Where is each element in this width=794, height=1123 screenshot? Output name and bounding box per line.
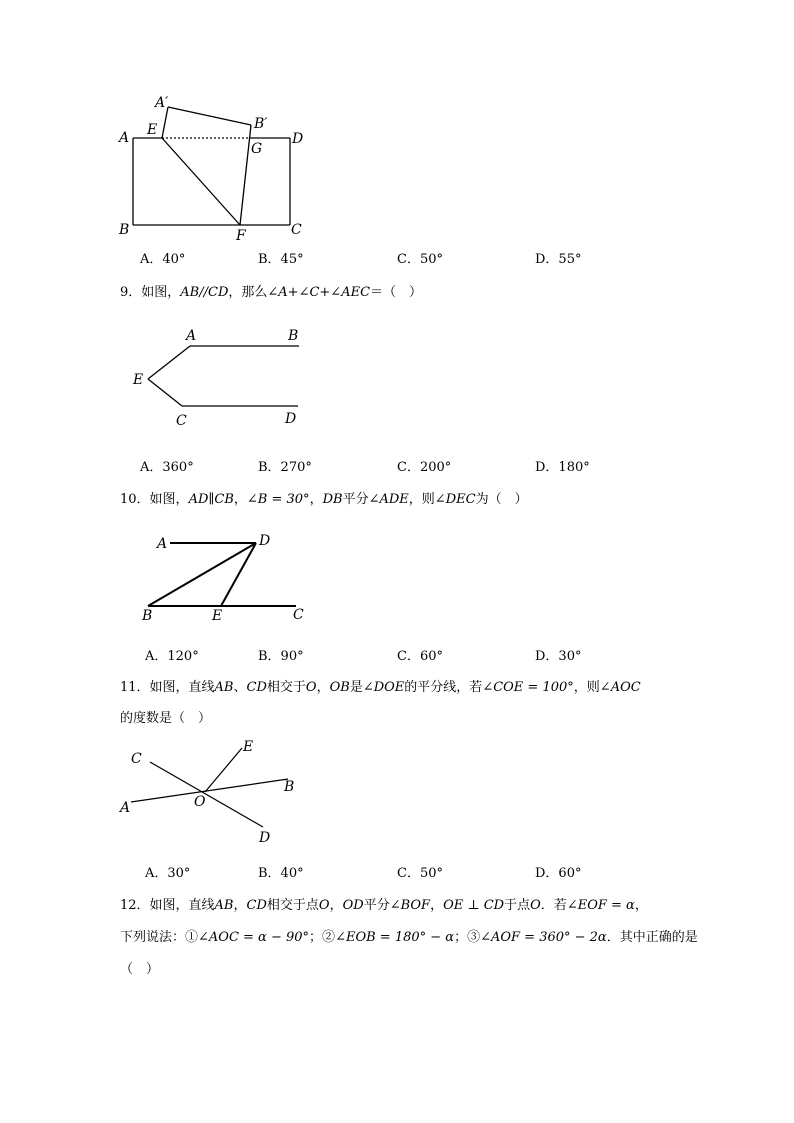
q11-label-B: B	[284, 779, 295, 795]
q12-expr2: CD	[246, 898, 267, 913]
q10-text-pre: 如图，	[149, 492, 189, 507]
q10-expr5: ∠DEC	[434, 492, 476, 507]
q11-expr6: ∠COE = 100°	[482, 680, 574, 695]
q9-label-C: C	[176, 413, 187, 429]
q11-label-D: D	[259, 830, 271, 846]
q12-t1: 相交于点	[266, 898, 319, 913]
label-F: F	[236, 228, 246, 244]
q12-t8: ；②	[309, 930, 336, 945]
q11-stem-line1	[120, 676, 641, 695]
q12-expr11: ∠AOF = 360° − 2α	[480, 930, 607, 945]
q10-option-c: C．60°	[397, 649, 443, 664]
q10-sep1: ，	[233, 492, 247, 507]
q10-expr1: AD∥CB	[188, 492, 234, 507]
q9-number: 9．	[120, 285, 142, 300]
q10-label-D: D	[259, 533, 271, 549]
q10-option-d: D．30°	[535, 649, 582, 664]
q9-expr: AB//CD	[180, 285, 229, 300]
q12-stem-line1	[120, 894, 648, 913]
q9-pre: 如图，	[141, 285, 181, 300]
q9-option-b: B．270°	[258, 460, 312, 475]
q9-option-a: A．360°	[140, 460, 194, 475]
q8-option-d: D．55°	[535, 252, 582, 267]
q12-t7: ，	[634, 898, 648, 913]
q12-pre: 12．如图，直线	[120, 898, 215, 913]
q12-stem-line3: （ ）	[120, 962, 160, 977]
label-C: C	[291, 222, 302, 238]
q11-t2: ，	[316, 680, 330, 695]
q11-option-b: B．40°	[258, 866, 304, 881]
q8-option-b: B．45°	[258, 252, 304, 267]
q11-sep1: 、	[233, 680, 247, 695]
q10-text-mid: 平分	[342, 492, 369, 507]
q11-expr5: ∠DOE	[362, 680, 405, 695]
figure-q8	[112, 92, 322, 247]
q11-expr4: OB	[329, 680, 350, 695]
q8-option-a: A．40°	[140, 252, 186, 267]
q11-pre: 11．如图，直线	[120, 680, 215, 695]
q9-option-d: D．180°	[535, 460, 590, 475]
q11-option-c: C．50°	[397, 866, 443, 881]
q12-expr8: ∠EOF = α	[566, 898, 635, 913]
label-A: A	[119, 130, 130, 146]
q9-post: ＝（ ）	[370, 285, 423, 300]
label-B-prime: B′	[254, 116, 268, 132]
q10-label-B: B	[142, 608, 153, 624]
q12-t3: 平分	[363, 898, 390, 913]
q9-label-D: D	[285, 411, 297, 427]
q11-t1: 相交于	[266, 680, 306, 695]
q9-option-c: C．200°	[397, 460, 452, 475]
q10-expr4: ∠ADE	[368, 492, 409, 507]
q11-option-d: D．60°	[535, 866, 582, 881]
label-A-prime: A′	[155, 95, 169, 111]
q12-t9: ；③	[454, 930, 481, 945]
figure-q11	[115, 735, 315, 850]
q12-sep1: ，	[233, 898, 247, 913]
q11-t4: 的平分线，若	[404, 680, 483, 695]
q9-label-B: B	[288, 328, 299, 344]
q10-sep2: ，	[309, 492, 323, 507]
q9-mid: ，那么	[228, 285, 268, 300]
q11-option-a: A．30°	[145, 866, 191, 881]
q8-option-c: C．50°	[397, 252, 443, 267]
q10-expr2: ∠B = 30°	[246, 492, 310, 507]
q12-expr6: OE ⊥ CD	[443, 898, 505, 913]
q11-stem-line2: 的度数是（ ）	[120, 711, 212, 726]
label-B: B	[119, 222, 130, 238]
q10-text-mid2: ，则	[408, 492, 435, 507]
label-G: G	[251, 141, 263, 157]
q12-expr3: O	[318, 898, 330, 913]
q10-option-b: B．90°	[258, 649, 304, 664]
q12-t2: ，	[329, 898, 343, 913]
q11-expr3: O	[305, 680, 317, 695]
figure-q9	[130, 325, 310, 435]
q11-t3: 是	[349, 680, 363, 695]
q12-t5: 于点	[504, 898, 531, 913]
q12-t6: ．若	[540, 898, 567, 913]
q12-expr9: ∠AOC = α − 90°	[198, 930, 310, 945]
q12-line2-pre: 下列说法：①	[120, 930, 199, 945]
q11-label-E: E	[243, 739, 254, 755]
q11-expr7: ∠AOC	[599, 680, 641, 695]
label-D: D	[292, 131, 304, 147]
q10-label-A: A	[157, 536, 168, 552]
figure-q10	[140, 530, 320, 630]
q12-expr4: OD	[342, 898, 364, 913]
q10-number: 10．	[120, 492, 150, 507]
q11-label-O: O	[194, 794, 206, 810]
q12-expr10: ∠EOB = 180° − α	[335, 930, 455, 945]
q9-label-A: A	[186, 328, 197, 344]
q12-t10: ．其中正确的是	[606, 930, 698, 945]
q10-label-E: E	[212, 608, 223, 624]
q11-t5: ，则	[573, 680, 600, 695]
q9-stem	[120, 281, 422, 300]
q11-label-A: A	[120, 800, 131, 816]
q10-label-C: C	[293, 607, 304, 623]
q11-label-C: C	[131, 751, 142, 767]
q10-option-a: A．120°	[145, 649, 199, 664]
q10-expr3: DB	[322, 492, 343, 507]
q12-stem-line2	[120, 926, 698, 945]
q12-expr5: ∠BOF	[389, 898, 431, 913]
q12-expr7: O	[530, 898, 541, 913]
q9-label-E: E	[133, 372, 144, 388]
q12-expr1: AB	[214, 898, 234, 913]
q12-t4: ，	[430, 898, 444, 913]
q11-expr2: CD	[246, 680, 267, 695]
q10-text-post: 为（ ）	[475, 492, 528, 507]
label-E: E	[147, 122, 158, 138]
q10-stem	[120, 488, 528, 507]
q11-expr1: AB	[214, 680, 234, 695]
q9-expr2: ∠A+∠C+∠AEC	[267, 285, 371, 300]
